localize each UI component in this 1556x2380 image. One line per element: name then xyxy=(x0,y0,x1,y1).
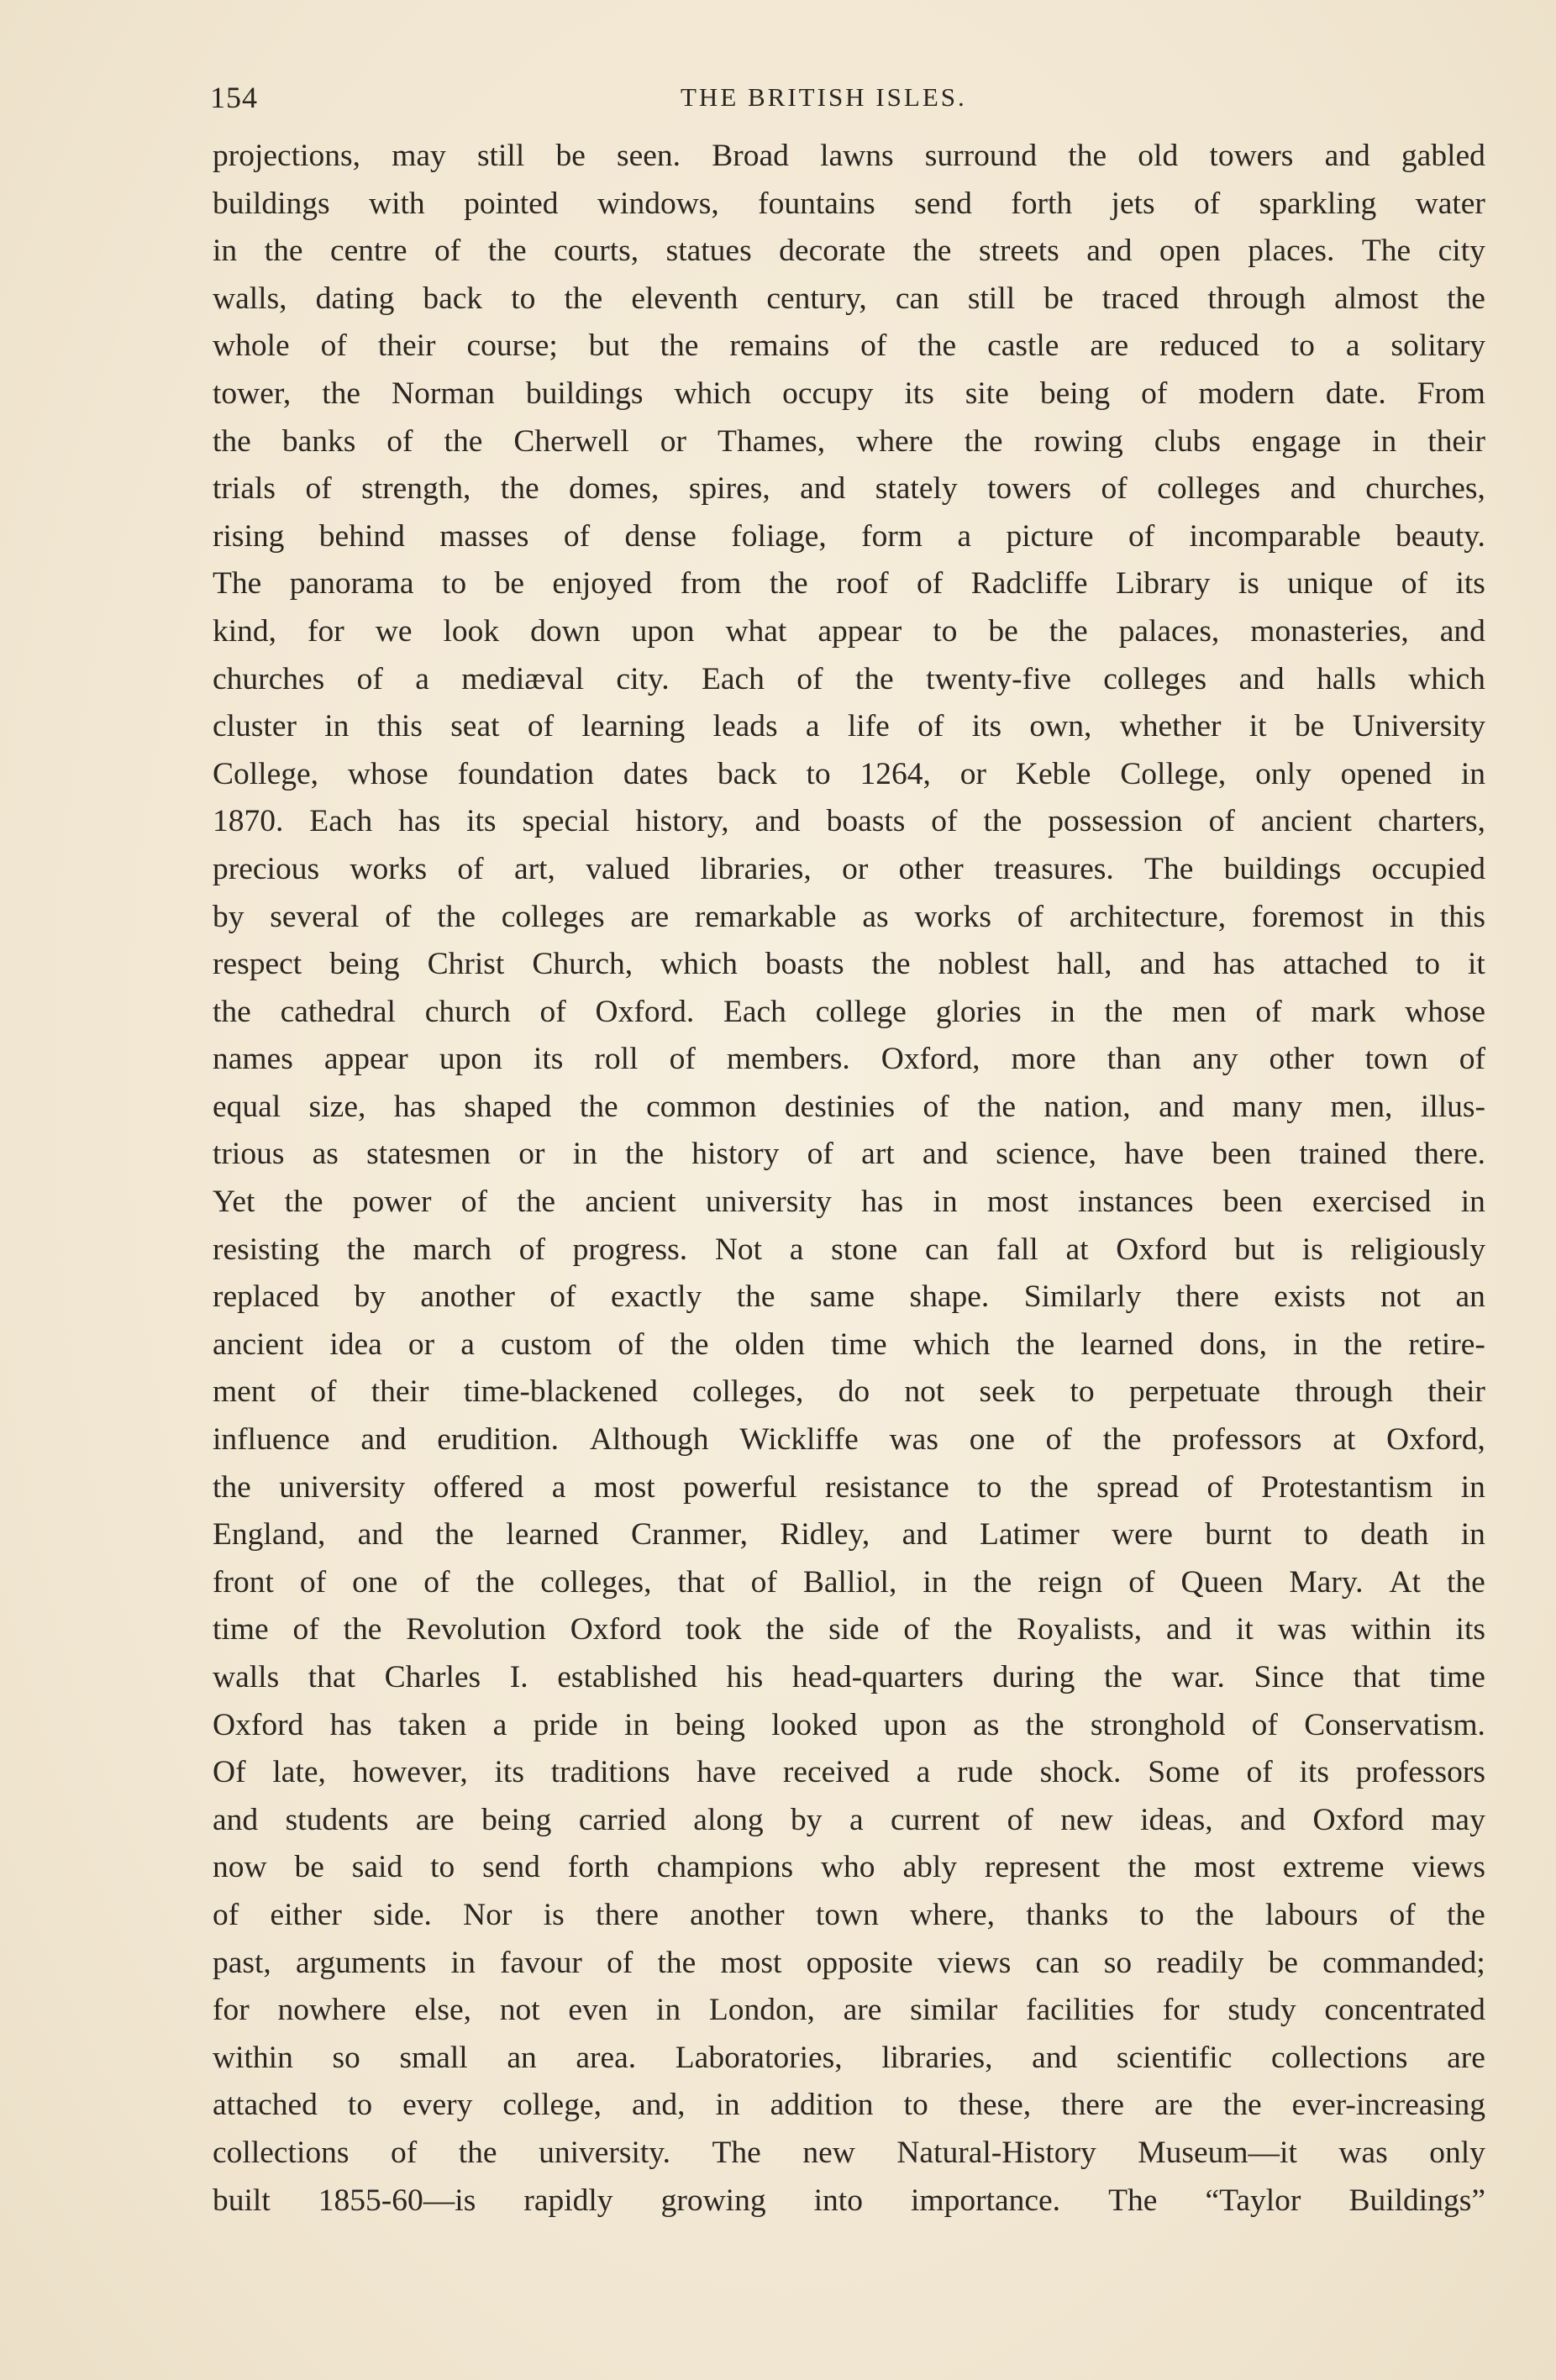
text-line: trials of strength, the domes, spires, and stately towers of colleges and churches, xyxy=(213,471,1485,507)
text-line: walls that Charles I. established his head-quarters during the war. Since that time xyxy=(213,1660,1485,1694)
text-line: kind, for we look down upon what appear to be the palaces, monasteries, and xyxy=(213,613,1485,649)
text-line: College, whose foundation dates back to 1264, or Keble College, only opened in xyxy=(213,756,1485,791)
text-line: The panorama to be enjoyed from the roof of Radcliffe Library is unique of its xyxy=(213,566,1485,602)
text-line: of either side. Nor is there another town where, thanks to the labours of the xyxy=(213,1897,1485,1932)
text-line: precious works of art, valued libraries, or other treasures. The buildings occupied xyxy=(213,851,1485,886)
text-line: resisting the march of progress. Not a stone can fall at Oxford but is religiously xyxy=(213,1232,1485,1267)
text-line: projections, may still be seen. Broad lawns surround the old towers and gabled xyxy=(213,139,1485,173)
text-line: for nowhere else, not even in London, are similar facilities for study concentrated xyxy=(213,1993,1485,2028)
text-line: now be said to send forth champions who ably represent the most extreme views xyxy=(213,1850,1485,1885)
text-line: by several of the colleges are remarkable as works of architecture, foremost in this xyxy=(213,899,1485,934)
text-line: walls, dating back to the eleventh century, can still be traced through almost the xyxy=(213,281,1485,316)
text-line: tower, the Norman buildings which occupy its site being of modern date. From xyxy=(213,376,1485,411)
text-line: time of the Revolution Oxford took the side of the Royalists, and it was within its xyxy=(213,1612,1485,1647)
text-line: past, arguments in favour of the most opposite views can so readily be commanded; xyxy=(213,1945,1485,1980)
text-line: trious as statesmen or in the history of art and science, have been trained there. xyxy=(213,1137,1485,1172)
text-line: names appear upon its roll of members. Oxford, more than any other town of xyxy=(213,1042,1485,1077)
text-line: ancient idea or a custom of the olden time which the learned dons, in the retire- xyxy=(213,1327,1485,1362)
text-line: England, and the learned Cranmer, Ridley, and Latimer were burnt to death in xyxy=(213,1517,1485,1553)
text-line: ment of their time-blackened colleges, do not seek to perpetuate through their xyxy=(213,1374,1485,1410)
text-line: front of one of the colleges, that of Balliol, in the reign of Queen Mary. At the xyxy=(213,1564,1485,1600)
text-line: replaced by another of exactly the same shape. Similarly there exists not an xyxy=(213,1279,1485,1315)
text-line: whole of their course; but the remains of the castle are reduced to a solitary xyxy=(213,328,1485,364)
running-title: THE BRITISH ISLES. xyxy=(681,82,967,112)
text-line: and students are being carried along by a current of new ideas, and Oxford may xyxy=(213,1802,1485,1837)
text-line: the cathedral church of Oxford. Each college glories in the men of mark whose xyxy=(213,994,1485,1029)
text-line: built 1855-60—is rapidly growing into importance. The “Taylor Buildings” xyxy=(213,2183,1485,2218)
text-line: attached to every college, and, in addition to these, there are the ever-increasing xyxy=(213,2088,1485,2123)
text-line: cluster in this seat of learning leads a life of its own, whether it be University xyxy=(213,709,1485,744)
text-line: equal size, has shaped the common destinies of the nation, and many men, illus- xyxy=(213,1089,1485,1124)
text-line: 1870. Each has its special history, and boasts of the possession of ancient charters, xyxy=(213,804,1485,839)
text-line: influence and erudition. Although Wickliffe was one of the professors at Oxford, xyxy=(213,1422,1485,1458)
text-line: in the centre of the courts, statues decorate the streets and open places. The city xyxy=(213,234,1485,269)
text-line: Of late, however, its traditions have received a rude shock. Some of its professors xyxy=(213,1755,1485,1790)
text-line: the banks of the Cherwell or Thames, where the rowing clubs engage in their xyxy=(213,423,1485,459)
body-paragraph xyxy=(213,133,1485,2225)
text-line: collections of the university. The new Natural-History Museum—it was only xyxy=(213,2135,1485,2170)
text-line: the university offered a most powerful resistance to the spread of Protestantism in xyxy=(213,1469,1485,1505)
text-line: churches of a mediæval city. Each of the twenty-five colleges and halls which xyxy=(213,661,1485,696)
text-line: within so small an area. Laboratories, libraries, and scientific collections are xyxy=(213,2040,1485,2075)
page-number: 154 xyxy=(210,81,258,114)
text-line: respect being Christ Church, which boasts the noblest hall, and has attached to it xyxy=(213,947,1485,982)
text-line: Yet the power of the ancient university has in most instances been exercised in xyxy=(213,1185,1485,1220)
text-line: Oxford has taken a pride in being looked upon as the stronghold of Conservatism. xyxy=(213,1707,1485,1742)
text-line: rising behind masses of dense foliage, form a picture of incomparable beauty. xyxy=(213,518,1485,554)
text-line: buildings with pointed windows, fountains send forth jets of sparkling water xyxy=(213,186,1485,221)
